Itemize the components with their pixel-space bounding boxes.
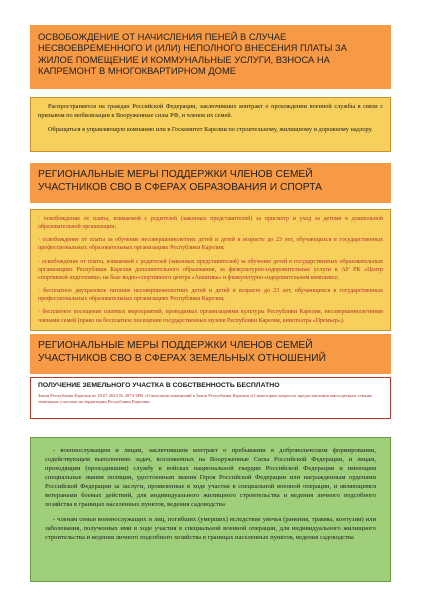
- list-item: · освобождение от платы, взимаемой с родителей (законных представителей) за обучение детей в государственных образовательных организациях Республики Карелия дополнительного образования, за физкультурно-оздоровительные услуги в АУ РК «Центр спортивной подготовки» на базе водно-спортивного центра «Акватика» и физкультурно-оздоровительном комплексе;: [38, 258, 383, 281]
- section1-title: ОСВОБОЖДЕНИЕ ОТ НАЧИСЛЕНИЯ ПЕНЕЙ В СЛУЧАЕ НЕСВОЕВРЕМЕННОГО И (ИЛИ) НЕПОЛНОГО ВНЕСЕНИЯ ПЛАТЫ ЗА ЖИЛОЕ ПОМЕЩЕНИЕ И КОММУНАЛЬНЫЕ УСЛУГИ, ВЗНОСА НА КАПРЕМОНТ В МНОГОКВАРТИРНОМ ДОМЕ: [38, 31, 347, 77]
- section3-subtitle: ПОЛУЧЕНИЕ ЗЕМЕЛЬНОГО УЧАСТКА В СОБСТВЕННОСТЬ БЕСПЛАТНО: [38, 382, 280, 389]
- section1-info-box: [30, 97, 391, 152]
- law-reference: Закон Республики Карелия от 18.07.2023 № 2873-ЗРК «О внесении изменений в Закон Республики Карелия «О некоторых вопросах предоставления многодетным семьям земельных участков на территории Республики Карелия»: [38, 393, 372, 405]
- list-item: · бесплатное двухразовое питание несовершеннолетних детей и детей в возрасте до 23 лет, обучающихся в государственных профессиональных образовательных организациях Республики Карелия;: [38, 288, 383, 303]
- section3-subtitle-box: [30, 377, 391, 419]
- list-item: · освобождение от платы за обучение несовершеннолетних детей и детей в возрасте до 23 лет, обучающихся в государственных профессиональных образовательных организациях Республики Карелия;: [38, 237, 383, 252]
- section3-header: [30, 334, 391, 374]
- section2-header: [30, 163, 391, 203]
- section2-title: РЕГИОНАЛЬНЫЕ МЕРЫ ПОДДЕРЖКИ ЧЛЕНОВ СЕМЕЙ УЧАСТНИКОВ СВО В СФЕРАХ ОБРАЗОВАНИЯ И СПОРТА: [38, 169, 323, 193]
- list-item: · бесплатное посещение платных мероприятий, проводимых организациями культуры Республики Карелия, несовершеннолетними членами семей (право на бесплатное посещение государственных музеев Республики Карелия, кинотеатра «Премьер»).: [38, 309, 383, 324]
- section1-paragraph: Обращаться в управляющую компанию или в Госкомитет Карелии по строительному, жилищному и дорожному надзору.: [48, 126, 373, 134]
- section2-info-box: [30, 209, 391, 331]
- section1-paragraph: Распространяется на граждан Российской Федерации, заключивших контракт о прохождении военной службы в связи с призывом по мобилизации в Вооруженные силы РФ, и членов их семей.: [38, 103, 383, 119]
- section1-header: [30, 25, 391, 89]
- section3-paragraph: - военнослужащим и лицам, заключившим контракт о пребывании в добровольческом формировании, содействующем выполнению задач, возложенных на Вооруженные Силы Российской Федерации, и лицам, проходящим (проходившим) службу в войсках национальной гвардии Российской Федерации и имеющим специальные звания полиции, удостоенным звания Героя Российской Федерации или награжденным орденами Российской Федерации за заслуги, проявленные в ходе участия в специальной военной операции, и являющимся ветеранами боевых действий, для индивидуального жилищного строительства и ведения личного подсобного хозяйства в границах населенных пунктов, ведения садоводства: [45, 447, 376, 508]
- section3-title: РЕГИОНАЛЬНЫЕ МЕРЫ ПОДДЕРЖКИ ЧЛЕНОВ СЕМЕЙ УЧАСТНИКОВ СВО В СФЕРАХ ЗЕМЕЛЬНЫХ ОТНОШЕНИЙ: [38, 340, 326, 364]
- section3-info-box: [30, 437, 391, 582]
- list-item: · освобождение от платы, взимаемой с родителей (законных представителей) за присмотр и уход за детьми в дошкольной образовательной организации;: [38, 216, 383, 231]
- section3-paragraph: - членам семьи военнослужащих и лиц, погибших (умерших) вследствие увечья (ранения, травмы, контузии) или заболевания, полученных ими в ходе участия в специальной военной операции, для индивидуального жилищного строительства и ведения личного подсобного хозяйства в границах населенных пунктов, ведения садоводства: [45, 515, 376, 541]
